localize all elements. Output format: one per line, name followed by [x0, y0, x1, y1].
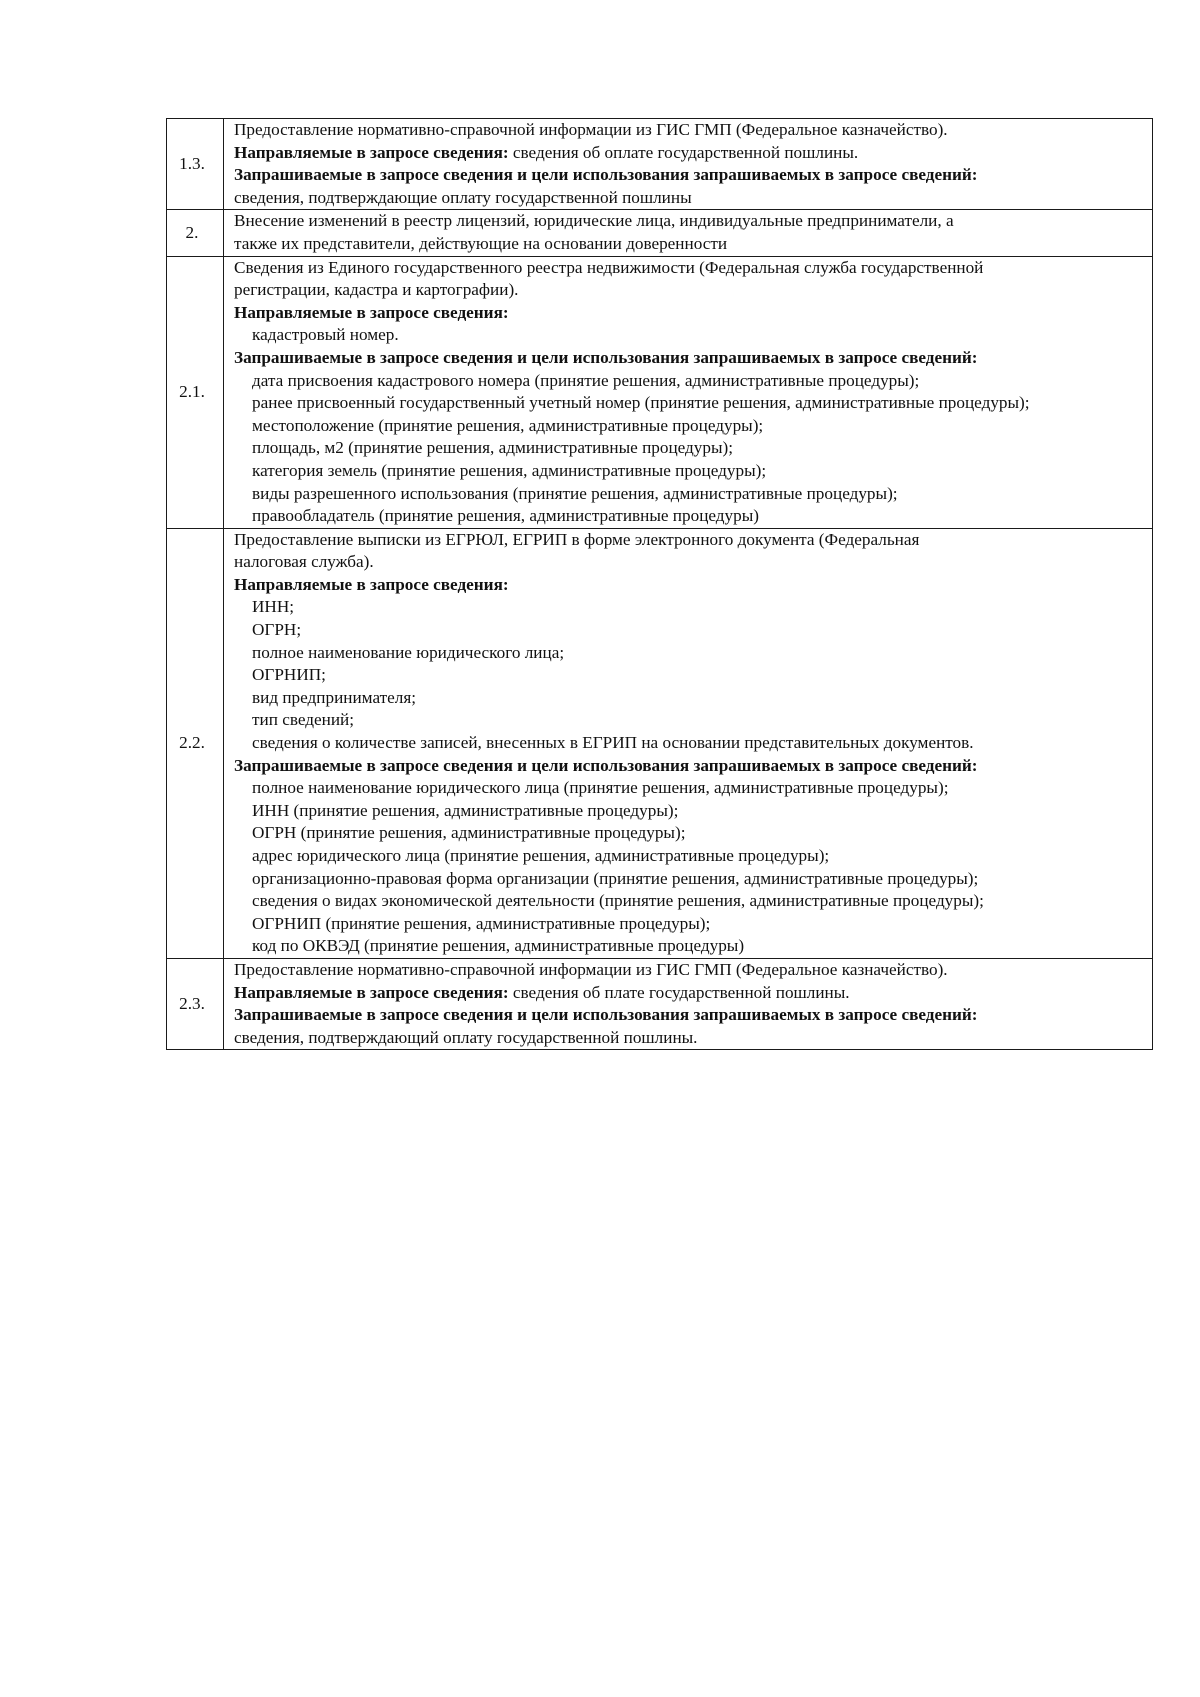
row-text-line: Внесение изменений в реестр лицензий, юридические лица, индивидуальные предприниматели, а [234, 211, 954, 231]
row-number: 2.3. [167, 958, 224, 1049]
row-content [224, 119, 1153, 210]
requirements-table [166, 118, 1153, 1050]
requested-item: ранее присвоенный государственный учетный номер (принятие решения, административные процедуры); [252, 393, 1030, 413]
requested-item: площадь, м2 (принятие решения, административные процедуры); [252, 438, 734, 458]
requested-item: адрес юридического лица (принятие решения, административные процедуры); [252, 846, 830, 865]
table-row [167, 958, 1153, 1049]
requested-item: полное наименование юридического лица (принятие решения, административные процедуры); [252, 778, 949, 798]
sent-item: вид предпринимателя; [252, 687, 417, 707]
sent-item: тип сведений; [252, 710, 354, 730]
table-row [167, 528, 1153, 958]
requested-label: Запрашиваемые в запросе сведения и цели использования запрашиваемых в запросе сведений: [234, 1005, 978, 1025]
row-number: 2. [167, 210, 224, 256]
table-row [167, 210, 1153, 256]
row-number: 2.2. [167, 528, 224, 958]
requested-item: организационно-правовая форма организации (принятие решения, административные процедуры); [252, 868, 979, 888]
sent-label: Направляемые в запросе сведения: [234, 142, 509, 162]
sent-item: полное наименование юридического лица; [252, 642, 565, 662]
row-intro: регистрации, кадастра и картографии). [234, 280, 519, 300]
requested-item: правообладатель (принятие решения, административные процедуры) [252, 506, 759, 526]
sent-text: сведения об плате государственной пошлины. [508, 982, 850, 1002]
sent-item: кадастровый номер. [252, 325, 399, 345]
row-text-line: также их представители, действующие на основании доверенности [234, 233, 728, 253]
row-content [224, 256, 1153, 528]
sent-label: Направляемые в запросе сведения: [234, 982, 509, 1002]
row-intro: Сведения из Единого государственного реестра недвижимости (Федеральная служба государственной [234, 257, 984, 277]
requested-label: Запрашиваемые в запросе сведения и цели использования запрашиваемых в запросе сведений: [234, 755, 978, 775]
requested-item: дата присвоения кадастрового номера (принятие решения, административные процедуры); [252, 370, 920, 390]
table-row [167, 256, 1153, 528]
requested-text: сведения, подтверждающий оплату государственной пошлины. [234, 1027, 698, 1047]
sent-info [234, 982, 1142, 1005]
requested-item: категория земель (принятие решения, административные процедуры); [252, 460, 767, 480]
requested-item: виды разрешенного использования (принятие решения, административные процедуры); [252, 483, 898, 503]
requested-item: код по ОКВЭД (принятие решения, административные процедуры) [252, 936, 745, 956]
requested-text: сведения, подтверждающие оплату государственной пошлины [234, 187, 692, 207]
requested-item: сведения о видах экономической деятельности (принятие решения, административные процедуры); [252, 891, 984, 911]
row-intro: налоговая служба). [234, 552, 374, 572]
requested-item: ОГРНИП (принятие решения, административные процедуры); [252, 913, 711, 933]
table-row [167, 119, 1153, 210]
requested-item: ИНН (принятие решения, административные процедуры); [252, 800, 679, 820]
sent-info [234, 142, 1142, 165]
requested-label: Запрашиваемые в запросе сведения и цели использования запрашиваемых в запросе сведений: [234, 165, 978, 185]
requested-item: ОГРН (принятие решения, административные процедуры); [252, 823, 686, 843]
sent-label: Направляемые в запросе сведения: [234, 302, 509, 322]
sent-label: Направляемые в запросе сведения: [234, 574, 509, 594]
sent-item: ОГРНИП; [252, 665, 326, 685]
row-number: 2.1. [167, 256, 224, 528]
requested-item: местоположение (принятие решения, административные процедуры); [252, 415, 764, 435]
row-intro: Предоставление выписки из ЕГРЮЛ, ЕГРИП в форме электронного документа (Федеральная [234, 529, 920, 549]
sent-item: ОГРН; [252, 620, 302, 640]
row-intro: Предоставление нормативно-справочной информации из ГИС ГМП (Федеральное казначейство). [234, 120, 948, 139]
row-content [224, 528, 1153, 958]
row-content [224, 958, 1153, 1049]
sent-text: сведения об оплате государственной пошлины. [508, 142, 859, 162]
sent-item: ИНН; [252, 597, 295, 617]
row-content [224, 210, 1153, 256]
row-number: 1.3. [167, 119, 224, 210]
requested-label: Запрашиваемые в запросе сведения и цели использования запрашиваемых в запросе сведений: [234, 347, 978, 367]
sent-item: сведения о количестве записей, внесенных в ЕГРИП на основании представительных документов. [252, 733, 974, 753]
row-intro: Предоставление нормативно-справочной информации из ГИС ГМП (Федеральное казначейство). [234, 959, 948, 979]
